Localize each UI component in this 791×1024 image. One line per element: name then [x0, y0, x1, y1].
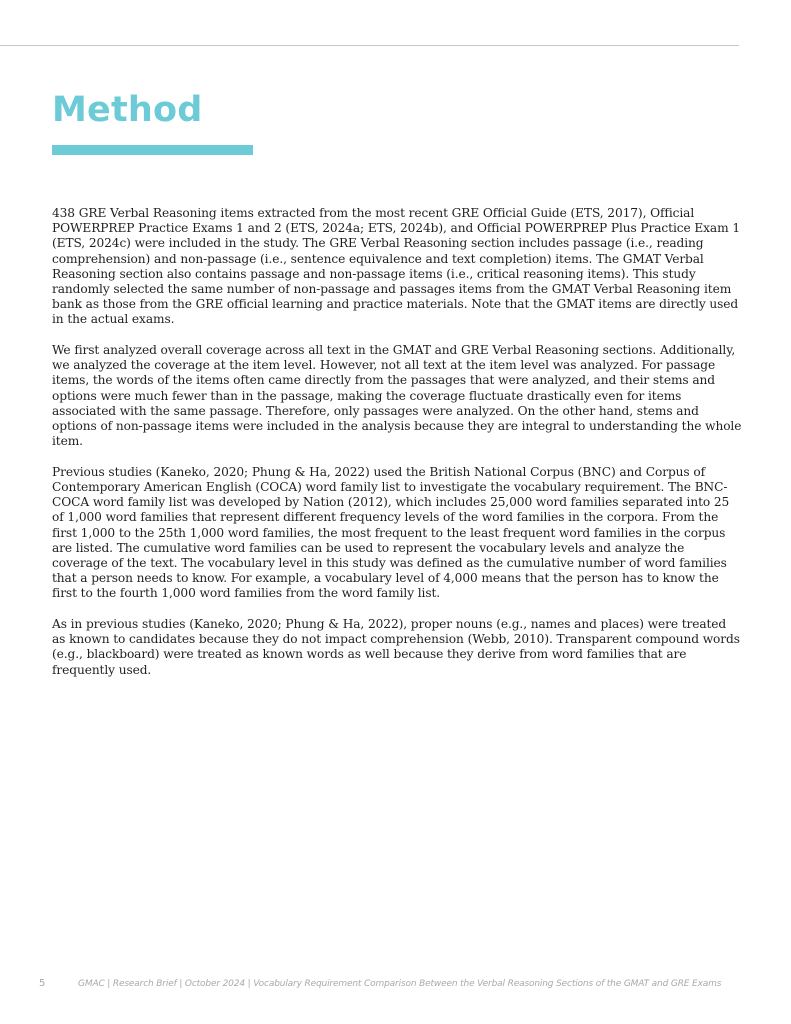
footer-running-title: GMAC | Research Brief | October 2024 | Vocabulary Requirement Comparison Between the Verbal Reasoning Sections of the GMAT and GRE Exams — [78, 979, 722, 989]
page-footer — [0, 978, 791, 994]
paragraph-word-family-list: Previous studies (Kaneko, 2020; Phung & Ha, 2022) used the British National Corpus (BNC) and Corpus of Contemporary American English (COCA) word family list to investigate the vocabulary requirement. The BNC-COCA word family list was developed by Nation (2012), which includes 25,000 word families separated into 25 of 1,000 word families that represent different frequency levels of the word families in the corpora. From the first 1,000 to the 25th 1,000 word families, the most frequent to the least frequent word families in the corpus are listed. The cumulative word families can be used to represent the vocabulary levels and analyze the coverage of the text. The vocabulary level in this study was defined as the cumulative number of word families that a person needs to know. For example, a vocabulary level of 4,000 means that the person has to know the first to the fourth 1,000 word families from the word family list. — [52, 464, 730, 601]
body-text — [52, 206, 742, 693]
title-underline-bar — [52, 145, 253, 155]
header-divider — [0, 45, 739, 46]
section-title: Method — [52, 90, 203, 130]
page-number: 5 — [39, 978, 46, 989]
paragraph-proper-nouns: As in previous studies (Kaneko, 2020; Phung & Ha, 2022), proper nouns (e.g., names and places) were treated as known to candidates because they do not impact comprehension (Webb, 2010). Transparent compound words (e.g., blackboard) were treated as known words as well because they derive from word families that are frequently used. — [52, 617, 740, 677]
paragraph-study-items: 438 GRE Verbal Reasoning items extracted from the most recent GRE Official Guide (ETS, 2017), Official POWERPREP Practice Exams 1 and 2 (ETS, 2024a; ETS, 2024b), and Official POWERPREP Plus Practice Exam 1 (ETS, 2024c) were included in the study. The GRE Verbal Reasoning section includes passage (i.e., reading comprehension) and non-passage (i.e., sentence equivalence and text completion) items. The GMAT Verbal Reasoning section also contains passage and non-passage items (i.e., critical reasoning items). This study randomly selected the same number of non-passage and passages items from the GMAT Verbal Reasoning item bank as those from the GRE official learning and practice materials. Note that the GMAT items are directly used in the actual exams. — [52, 206, 740, 327]
paragraph-coverage-analysis: We first analyzed overall coverage across all text in the GMAT and GRE Verbal Reasoning sections. Additionally, we analyzed the coverage at the item level. However, not all text at the item level was analyzed. For passage items, the words of the items often came directly from the passages that were analyzed, and their stems and options were much fewer than in the passage, making the coverage fluctuate drastically even for items associated with the same passage. Therefore, only passages were analyzed. On the other hand, stems and options of non-passage items were included in the analysis because they are integral to understanding the whole item. — [52, 343, 742, 449]
